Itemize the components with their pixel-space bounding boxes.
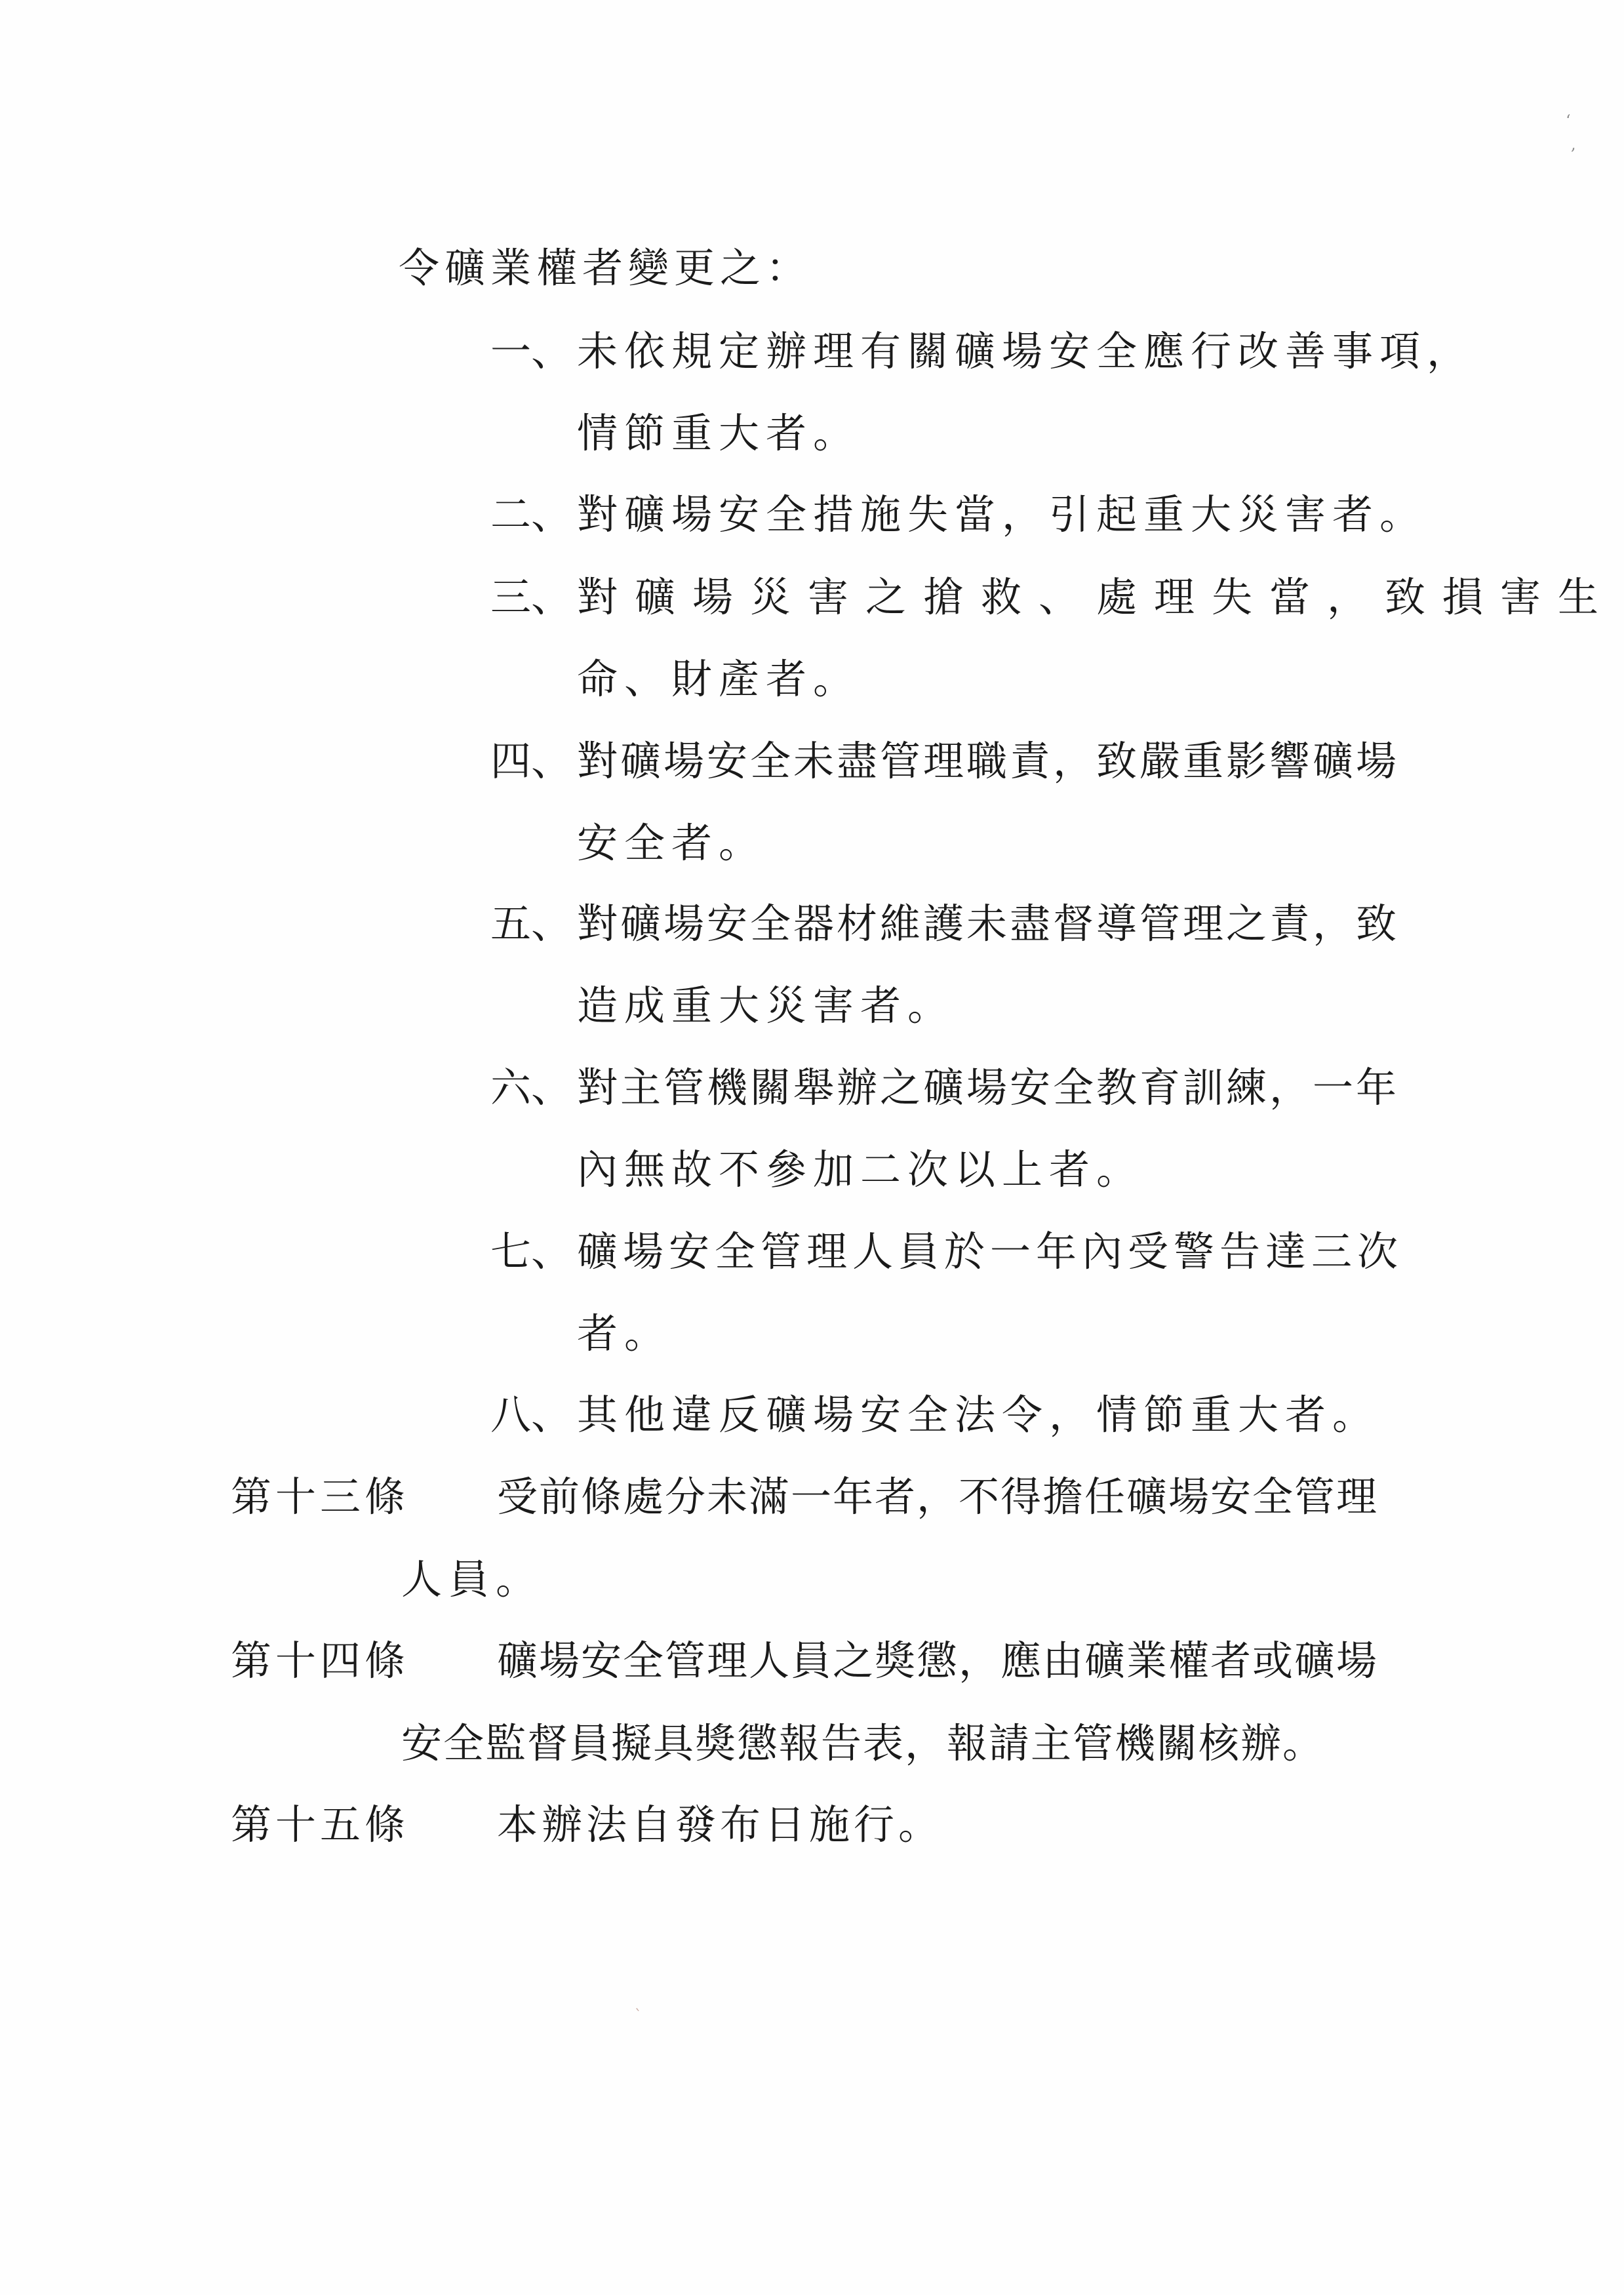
list-item-continuation: 安全者。 [577,819,766,867]
article-label: 第十五條 [231,1801,410,1848]
list-item-text: 其他違反礦場安全法令，情節重大者。 [577,1391,1380,1439]
article-label: 第十三條 [231,1473,410,1521]
list-item-number: 八、 [490,1391,572,1439]
article-continuation: 安全監督員擬具獎懲報告表，報請主管機關核辦。 [401,1719,1325,1767]
article-text: 受前條處分未滿一年者，不得擔任礦場安全管理 [497,1473,1379,1521]
list-item-number: 四、 [490,737,572,785]
list-item-number: 一、 [490,327,572,375]
list-item-continuation: 造成重大災害者。 [577,982,955,1029]
list-item-number: 二、 [490,490,572,538]
list-item-text: 對礦場安全措施失當，引起重大災害者。 [577,490,1427,538]
list-item-continuation: 命、財產者。 [577,655,861,703]
list-item-number: 五、 [490,900,572,948]
list-item-continuation: 者。 [577,1309,672,1357]
scan-speck: ‘ [1566,111,1571,130]
list-item-number: 六、 [490,1064,572,1111]
list-item-text: 礦場安全管理人員於一年內受警告達三次 [577,1227,1404,1275]
intro-line: 令礦業權者變更之： [399,244,812,292]
list-item-number: 三、 [490,573,572,621]
list-item-text: 對主管機關舉辦之礦場安全教育訓練，一年 [577,1064,1400,1111]
scan-speck: , [1571,135,1576,153]
list-item-text: 對礦場災害之搶救、處理失當，致損害生 [577,573,1616,621]
list-item-continuation: 內無故不參加二次以上者。 [577,1146,1144,1193]
list-item-text: 對礦場安全器材維護未盡督導管理之責，致 [577,900,1400,948]
list-item-continuation: 情節重大者。 [577,409,861,457]
article-label: 第十四條 [231,1637,410,1685]
article-text: 礦場安全管理人員之獎懲，應由礦業權者或礦場 [497,1637,1379,1685]
scan-speck: ` [635,2008,642,2024]
article-text: 本辦法自發布日施行。 [497,1801,943,1848]
list-item-number: 七、 [490,1227,572,1275]
list-item-text: 對礦場安全未盡管理職責，致嚴重影響礦場 [577,737,1400,785]
article-continuation: 人員。 [401,1555,544,1603]
list-item-text: 未依規定辦理有關礦場安全應行改善事項， [577,327,1475,375]
